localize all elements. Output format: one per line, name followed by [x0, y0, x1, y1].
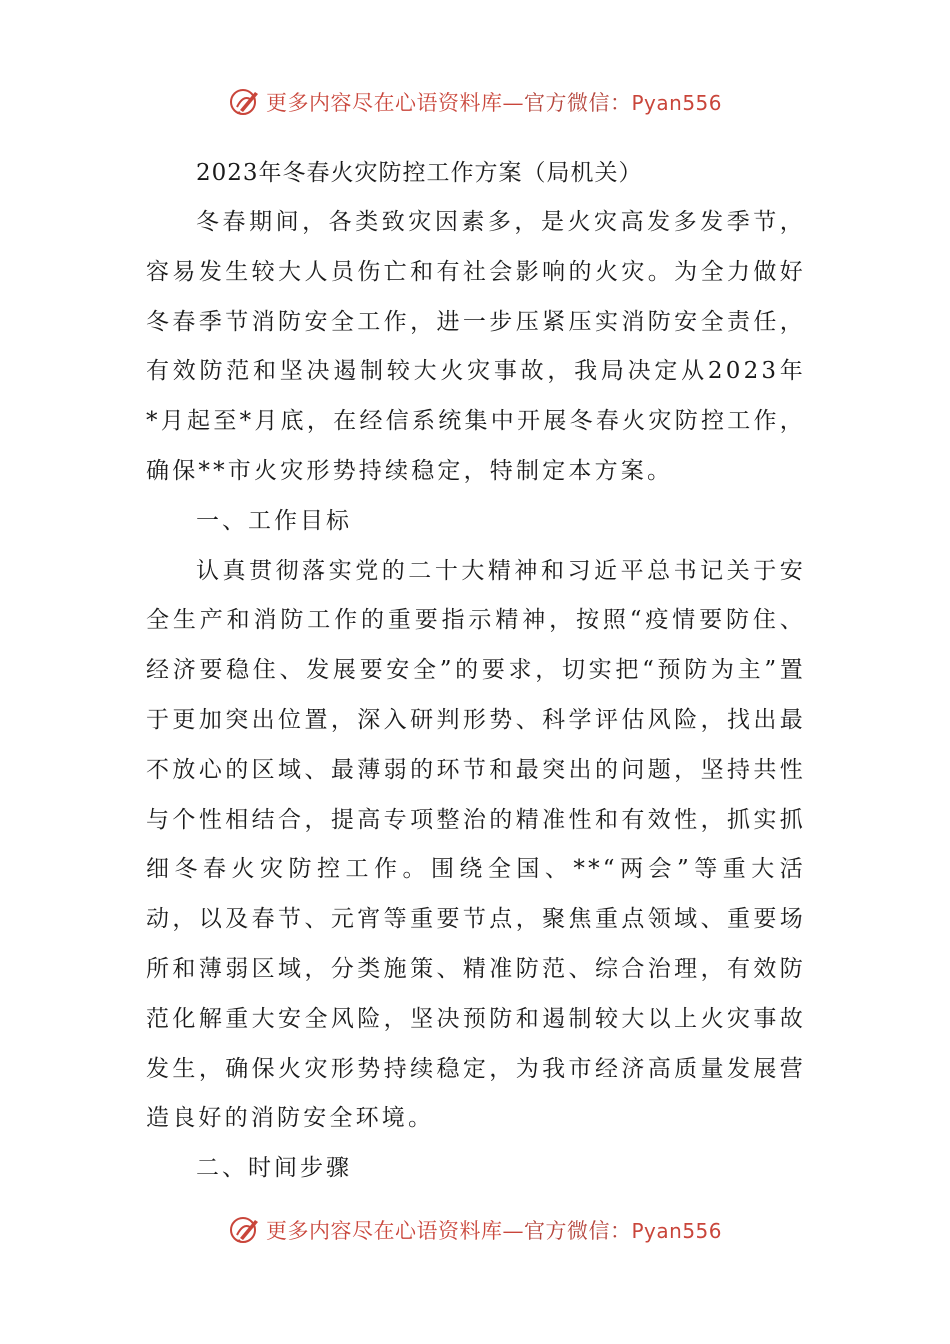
watermark-text [266, 1215, 722, 1245]
document-body [146, 148, 806, 1194]
watermark-wechat-id: Pyan556 [631, 1219, 722, 1243]
watermark-wechat-id: Pyan556 [631, 91, 722, 115]
section-1-heading: 一、工作目标 [196, 507, 352, 534]
watermark-brand: 更多内容尽在心语资料库 [265, 1219, 503, 1243]
watermark-wechat-label: 官方微信： [523, 91, 632, 115]
section-2-heading: 二、时间步骤 [196, 1155, 352, 1182]
pen-seal-icon [228, 1213, 262, 1247]
intro-paragraph: 冬春期间，各类致灾因素多，是火灾高发多发季节，容易发生较大人员伤亡和有社会影响的火灾。为全力做好冬春季节消防安全工作，进一步压紧压实消防安全责任，有效防范和坚决遏制较大火灾事故，我局决定从2023年*月起至*月底，在经信系统集中开展冬春火灾防控工作，确保**市火灾形势持续稳定，特制定本方案。 [146, 209, 806, 484]
watermark-brand: 更多内容尽在心语资料库 [265, 91, 503, 115]
watermark-text [266, 87, 722, 117]
watermark-wechat-label: 官方微信： [523, 1219, 632, 1243]
document-title: 2023年冬春火灾防控工作方案（局机关） [196, 160, 643, 186]
watermark-separator: — [502, 91, 524, 115]
header-watermark [0, 82, 950, 122]
footer-watermark [0, 1210, 950, 1250]
section-1-paragraph: 认真贯彻落实党的二十大精神和习近平总书记关于安全生产和消防工作的重要指示精神，按照“疫情要防住、经济要稳住、发展要安全”的要求，切实把“预防为主”置于更加突出位置，深入研判形势、科学评估风险，找出最不放心的区域、最薄弱的环节和最突出的问题，坚持共性与个性相结合，提高专项整治的精准性和有效性，抓实抓细冬春火灾防控工作。围绕全国、**“两会”等重大活动，以及春节、元宵等重要节点，聚焦重点领域、重要场所和薄弱区域，分类施策、精准防范、综合治理，有效防范化解重大安全风险，坚决预防和遏制较大以上火灾事故发生，确保火灾形势持续稳定，为我市经济高质量发展营造良好的消防安全环境。 [146, 557, 806, 1132]
watermark-separator: — [502, 1219, 524, 1243]
pen-seal-icon [228, 85, 262, 119]
